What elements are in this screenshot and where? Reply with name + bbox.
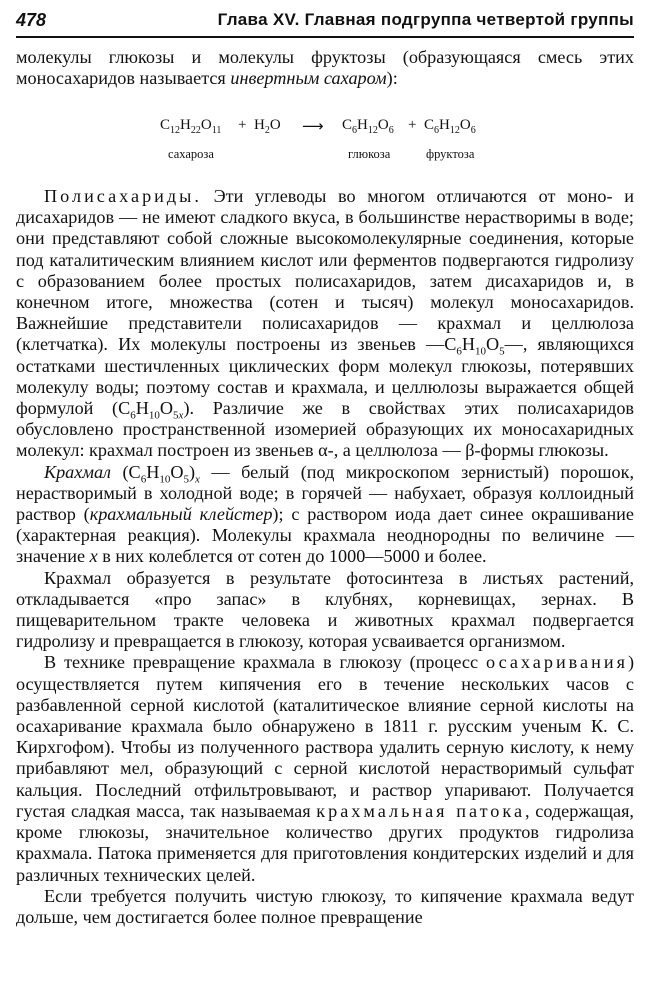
variable-x: x [89, 546, 98, 567]
label-glucose: глюкоза [348, 147, 391, 161]
term-invert-sugar: инвертным сахаром [230, 68, 387, 89]
text-span: , содержащая, кроме глюкозы, значительное количество других продуктов гидролиза крахмала. Патока применяется для приготовления кондитерских изделий и для различных технических целей. [16, 800, 634, 885]
text-span: ( [110, 461, 129, 482]
term-starch-molasses: крахмальная патока [316, 800, 526, 821]
plus-sign: + [408, 117, 417, 133]
header-rule [16, 36, 634, 38]
formula-unit: $C_6H_{10}O_5$ [444, 334, 505, 359]
paragraph-photosynthesis [16, 568, 634, 653]
paragraph-polysaccharides [16, 186, 634, 462]
label-fructose: фруктоза [426, 147, 475, 161]
paragraph-pure-glucose [16, 886, 634, 928]
formula-starch: $C_6H_{10}O_5$) [128, 461, 196, 486]
text-span: в них колеблется от сотен до 1000—5000 и более. [97, 546, 487, 567]
text-span: Крахмал образуется в результате фотосинтеза в листьях растений, откладывается «про запас» в клубнях, корневищах, зернах. В пищеварительном тракте человека и животных крахмал подвергается гидролизу и превращается в глюкозу, которая усваивается организмом. [16, 567, 634, 652]
plus-sign: + [238, 117, 247, 133]
reactant-water-formula: $H_2O$ [254, 117, 281, 136]
text-span: ); с раствором иода дает синее окрашивание (характерная реакция). Молекулы крахмала неоднородны по величине — значение [16, 504, 634, 567]
label-sucrose: сахароза [168, 147, 214, 161]
reaction-arrow: ⟶ [302, 117, 324, 135]
text-span: —, являющихся остатками шестичленных циклических форм молекул глюкозы, потерявших молекулу воды; поэтому состав и крахмала, и целлюлозы выражается общей формулой ( [16, 334, 634, 419]
text-span: Эти углеводы во многом отличаются от моно- и дисахаридов — не имеют сладкого вкуса, в большинстве нерастворимы в воде; они представляют собой сложные высокомолекулярные соединения, которые под каталитическим влиянием кислот или ферментов подвергаются гидролизу с образованием более простых полисахаридов, затем дисахаридов и, в конечном итоге, множества (сотен и тысяч) молекул моносахаридов. Важнейшие представители полисахаридов — крахмал и целлюлоза (клетчатка). Их молекулы построены из звеньев — [16, 186, 634, 355]
term-saccharification: осахаривания [486, 652, 628, 673]
intro-text: молекулы глюкозы и молекулы фруктозы (образующаяся смесь этих моносахаридов называется [16, 47, 634, 89]
intro-paragraph [16, 47, 634, 89]
formula-general: $C_6H_{10}O_5$ [118, 398, 179, 422]
intro-text-end: ): [386, 68, 398, 89]
page-header [16, 8, 634, 36]
hydrolysis-equation [150, 117, 510, 177]
formula-subscript: x [178, 409, 184, 422]
text-span: ) осуществляется путем кипячения его в течение нескольких часов с разбавленной серной кислотой (каталитическое влияние серной кислоты на осахаривание крахмала было обнаружено в 1811 г. русским ученым К. С. Кирхгофом). Чтобы из полученного раствора удалить серную кислоту, к нему прибавляют мел, образующий с серной кислотой нерастворимый сульфат кальция. Последний отфильтровывают, и раствор упаривают. Получается густая сладкая масса, так называемая [16, 652, 634, 821]
page-number: 478 [16, 10, 47, 30]
product-fructose-formula: $C_6H_{12}O_6$ [424, 117, 476, 136]
formula-subscript: x [195, 473, 200, 486]
text-span: — белый (под микроскопом зернистый) порошок, нерастворимый в холодной воде; в горячей — набухает, образуя коллоидный раствор ( [16, 461, 635, 525]
product-glucose-formula: $C_6H_{12}O_6$ [342, 117, 394, 136]
text-span: ). Различие же в свойствах этих полисахаридов обусловлено пространственной изомерией образующих их моносахаридных молекул: крахмал построен из звеньев α-, а целлюлоза — β-формы глюкозы. [16, 398, 635, 461]
term-starch-paste: крахмальный клейстер [89, 504, 273, 525]
text-span: В технике превращение крахмала в глюкозу (процесс [44, 652, 487, 673]
reactant-sucrose-formula: $C_{12}H_{22}O_{11}$ [160, 117, 222, 136]
paragraph-starch [16, 462, 634, 568]
body-text [16, 186, 634, 928]
paragraph-saccharification [16, 652, 634, 885]
running-title: Глава XV. Главная подгруппа четвертой группы [217, 10, 634, 29]
term-starch: Крахмал [44, 461, 111, 482]
text-span: Если требуется получить чистую глюкозу, то кипячение крахмала ведут дольше, чем достигается более полное превращение [16, 885, 634, 927]
section-heading: Полисахариды. [44, 186, 202, 206]
